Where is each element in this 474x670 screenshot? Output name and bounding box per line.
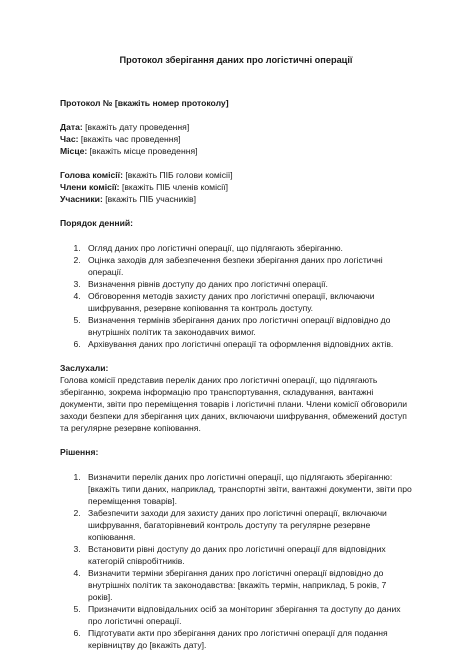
decision-item: 3. Встановити рівні доступу до даних про логістичні операції для відповідних категорій співробітників. [83, 543, 412, 567]
heard-heading: Заслухали: [60, 363, 109, 373]
agenda-item: 4. Обговорення методів захисту даних про логістичні операції, включаючи шифрування, резервне копіювання та контроль доступу. [83, 290, 412, 314]
protocol-value: [вкажіть номер протоколу] [114, 98, 229, 108]
spacer [60, 434, 412, 446]
meta-value: [вкажіть час проведення] [80, 134, 181, 144]
agenda-item: 1. Огляд даних про логістичні операції, що підлягають зберіганню. [83, 242, 412, 254]
people-participants [60, 193, 412, 205]
decision-item: 1. Визначити перелік даних про логістичні операції, що підлягають зберіганню: [вкажіть типи даних, наприклад, транспортні звіти, вантажні документи, звіти про переміщення товарів]. [83, 471, 412, 507]
meta-place [60, 145, 412, 157]
agenda-heading: Порядок денний: [60, 218, 134, 228]
meta-time [60, 133, 412, 145]
agenda-item: 3. Визначення рівнів доступу до даних про логістичні операції. [83, 278, 412, 290]
meta-value: [вкажіть місце проведення] [89, 146, 198, 156]
meta-label: Місце: [60, 146, 88, 156]
protocol-number [60, 97, 412, 109]
people-label: Учасники: [60, 194, 103, 204]
agenda-item: 5. Визначення термінів зберігання даних про логістичні операції відповідно до внутрішніх політик та законодавчих вимог. [83, 314, 412, 338]
people-label: Члени комісії: [60, 182, 120, 192]
document-title: Протокол зберігання даних про логістичні операції [119, 55, 353, 65]
agenda-list [60, 242, 412, 350]
meta-value: [вкажіть дату проведення] [85, 122, 190, 132]
agenda-item: 2. Оцінка заходів для забезпечення безпеки зберігання даних про логістичні операції. [83, 254, 412, 278]
decision-item: 2. Забезпечити заходи для захисту даних про логістичні операції, включаючи шифрування, багаторівневий контроль доступу та регулярне резервне копіювання. [83, 507, 412, 543]
decision-item: 4. Визначити терміни зберігання даних про логістичні операції відповідно до внутрішніх політик та законодавства: [вкажіть термін, наприклад, 5 років, 7 років]. [83, 567, 412, 603]
heard-text: Голова комісії представив перелік даних про логістичні операції, що підлягають зберіганню, зокрема інформацію про транспортування, складування, вантажні документи, звіти про переміщення товарів і логістичні плани. Члени комісії обговорили заходи безпеки для зберігання цих даних, включаючи шифрування, обмежений доступ та регулярне резервне копіювання. [60, 375, 408, 433]
spacer [60, 109, 412, 121]
decision-item: 5. Призначити відповідальних осіб за моніторинг зберігання та доступу до даних про логістичні операції. [83, 603, 412, 627]
decisions-list [60, 471, 412, 651]
people-members [60, 181, 412, 193]
decisions-heading: Рішення: [60, 447, 99, 457]
spacer [60, 350, 412, 362]
agenda-item: 6. Архівування даних про логістичні операції та оформлення відповідних актів. [83, 338, 412, 350]
meta-date [60, 121, 412, 133]
protocol-label: Протокол № [60, 98, 113, 108]
meta-label: Час: [60, 134, 79, 144]
people-value: [вкажіть ПІБ голови комісії] [125, 170, 233, 180]
decision-item: 6. Підготувати акти про зберігання даних про логістичні операції для подання керівництву до [вкажіть дату]. [83, 627, 412, 651]
people-value: [вкажіть ПІБ учасників] [105, 194, 196, 204]
people-label: Голова комісії: [60, 170, 123, 180]
spacer [60, 157, 412, 169]
people-value: [вкажіть ПІБ членів комісії] [121, 182, 228, 192]
people-chair [60, 169, 412, 181]
meta-label: Дата: [60, 122, 83, 132]
spacer [60, 205, 412, 217]
